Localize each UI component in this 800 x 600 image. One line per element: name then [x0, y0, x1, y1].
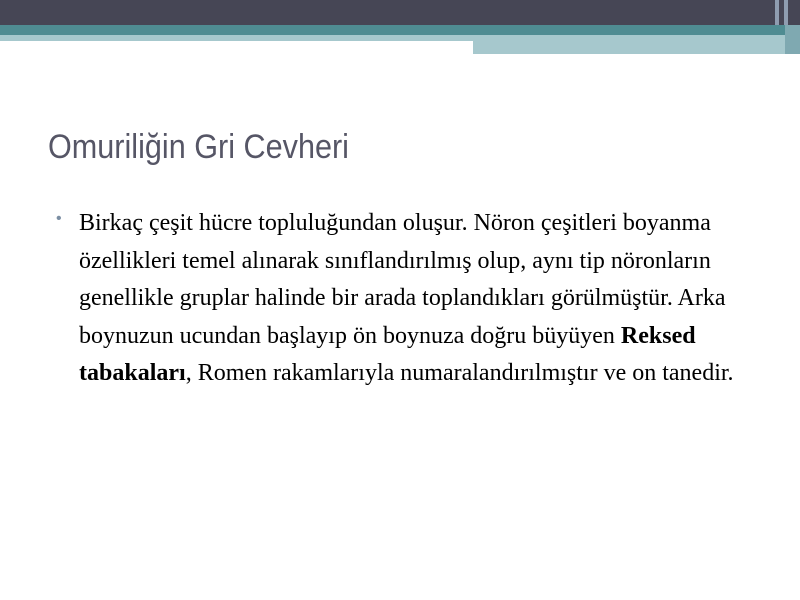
header-light-bar-right — [473, 35, 800, 54]
header-accent-strip — [785, 25, 800, 54]
header-dark-bar — [0, 0, 800, 25]
slide-content — [56, 205, 756, 393]
header-teal-bar — [0, 25, 800, 35]
paragraph-text-end: , Romen rakamlarıyla numaralandırılmıştır ve on tanedir. — [185, 360, 734, 386]
header-stripe — [775, 0, 779, 25]
slide-title: Omuriliğin Gri Cevheri — [48, 128, 349, 166]
bullet-paragraph — [79, 205, 739, 393]
paragraph-text-start: Birkaç çeşit hücre topluluğundan oluşur. Nöron çeşitleri boyanma özellikleri temel alınarak sınıflandırılmış olup, aynı tip nöronların genellikle gruplar halinde bir arada toplandıkları görülmüştür. Arka boynuzun ucundan başlayıp ön boynuza doğru büyüyen — [79, 210, 726, 349]
header-light-bar-left — [0, 35, 473, 41]
header-stripe — [784, 0, 788, 25]
paragraph-bold-term: Reksed tabakaları — [79, 322, 696, 386]
bullet-icon: • — [56, 210, 62, 227]
